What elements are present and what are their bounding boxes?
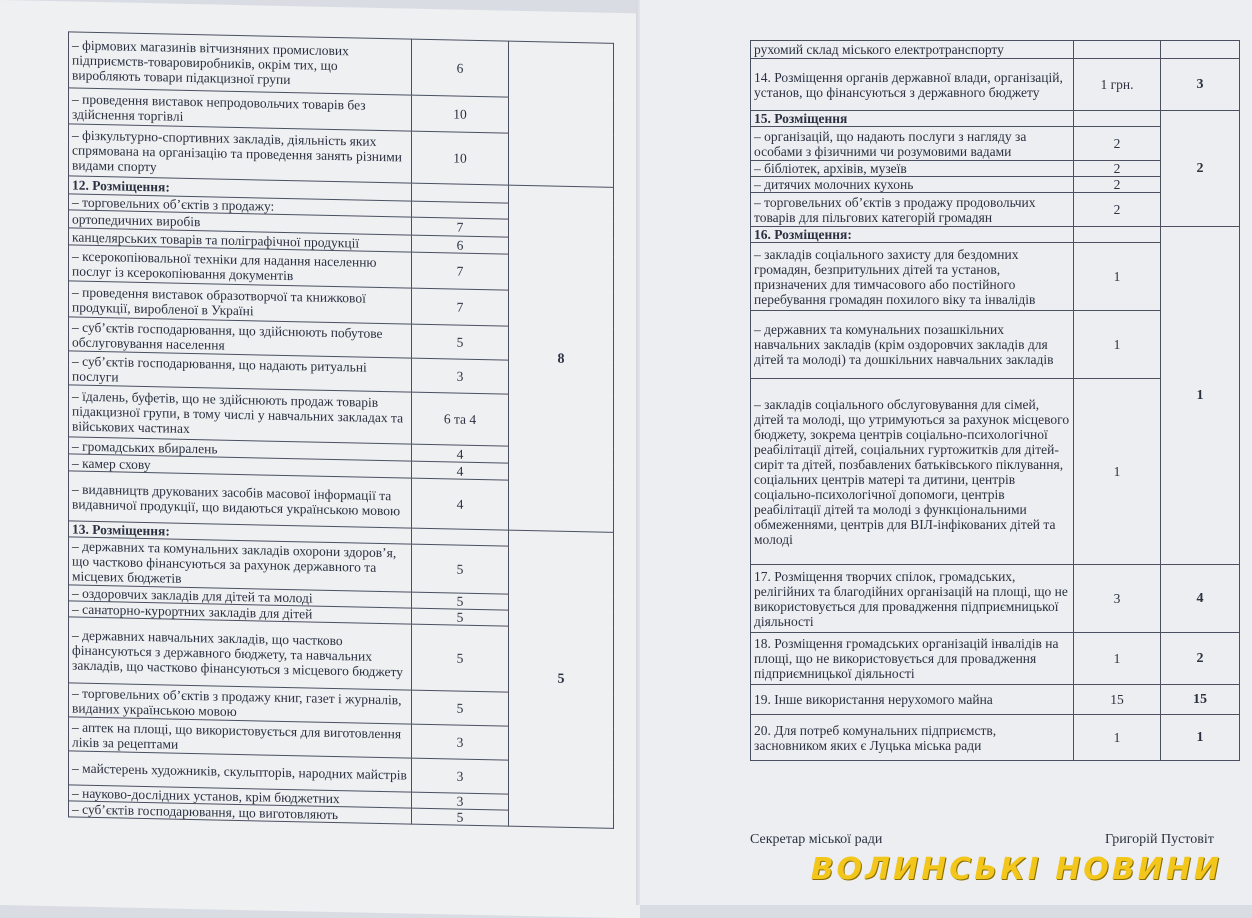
row-text: – видавництв друкованих засобів масової інформації та видавничої продукції, що видаються українською мовою [69,471,412,528]
row-text: – закладів соціального захисту для бездомних громадян, безпритульних дітей та установ, призначених для тимчасового або постійного перебування громадян похилого віку та інвалідів [751,243,1074,311]
row-text: ортопедичних виробів [69,210,412,235]
row-text: – державних та комунальних закладів охорони здоров’я, що частково фінансуються за рахунок державного та місцевих бюджетів [69,537,412,592]
row-value: 4 [412,444,509,463]
row-text: – закладів соціального обслуговування для сімей, дітей та молоді, що утримуються за рахунок місцевого бюджету, зокрема центрів соціально-психологічної реабілітації дітей, соціальних гуртожитків для дітей-сиріт та дітей, позбавлених батьківського піклування, соціальних центрів матері та дитини, центрів соціально-психологічної допомоги, центрів реабілітації дітей та молоді з функціональними обмеженнями, центрів для ВІЛ-інфікованих дітей та молоді [751,379,1074,565]
row-text: – державних та комунальних позашкільних навчальних закладів (крім оздоровчих закладів для дітей та молоді) та дошкільних навчальних закладів [751,311,1074,379]
row-value: 5 [412,808,509,826]
row-value: 10 [412,131,509,185]
row-value: 6 та 4 [412,392,509,446]
signature-name: Григорій Пустовіт [1105,832,1214,847]
signature-title: Секретар міської ради [750,832,883,847]
row-value: 10 [412,95,509,133]
row-value: 7 [412,252,509,290]
table-row [751,111,1240,127]
row-text: 18. Розміщення громадських організацій інвалідів на площі, що не використовується для провадження підприємницької діяльності [751,633,1074,685]
row-text: – камер схову [69,454,412,478]
row-text: – санаторно-курортних закладів для дітей [69,601,412,624]
group-value [1161,41,1240,59]
row-value: 3 [412,724,509,760]
right-rate-table [750,40,1240,761]
group-value: 5 [509,530,614,828]
row-value: 3 [1074,565,1161,633]
row-text: 14. Розміщення органів державної влади, організацій, установ, що фінансуються з державного бюджету [754,69,1063,100]
row-text: – науково-дослідних установ, крім бюджетних [69,785,412,808]
section-heading-text: 15. Розміщення [754,111,848,126]
row-text: рухомий склад міського електротранспорту [751,41,1074,59]
row-value: 3 [412,358,509,394]
section-heading-text: 12. Розміщення: [72,177,170,195]
row-text: – майстерень художників, скульпторів, народних майстрів [69,751,412,792]
row-value: 6 [412,235,509,254]
row-text: – дитячих молочних кухонь [751,177,1074,193]
row-value: 2 [1074,127,1161,161]
row-value: 1 [1074,311,1161,379]
row-value: 2 [1074,193,1161,227]
row-value: 5 [412,544,509,594]
row-text: – громадських вбиралень [69,437,412,461]
row-text: – торговельних об’єктів з продажу: [69,194,412,217]
row-value: 5 [412,324,509,360]
row-value: 1 [1074,715,1161,761]
group-value: 2 [1161,111,1240,227]
row-text: – фірмових магазинів вітчизняних промислових підприємств-товаровиробників, окрім тих, що виробляють товари підакцизної групи [69,32,412,95]
row-text: – організацій, що надають послуги з нагляду за особами з фізичними чи розумовими вадами [751,127,1074,161]
left-rate-table [68,31,614,828]
section-heading [751,111,1074,127]
row-value: 1 грн. [1074,59,1161,111]
row-text: – проведення виставок образотворчої та книжкової продукції, виробленої в Україні [69,281,412,324]
row-text: – державних навчальних закладів, що частково фінансуються з державного бюджету, та навчальних закладів, що частково фінансуються з місцевого бюджету [69,617,412,690]
group-value: 2 [1161,633,1240,685]
group-value [509,41,614,187]
group-value: 8 [509,185,614,532]
row-text: – оздоровчих закладів для дітей та молоді [69,585,412,608]
row-text: – ксерокопіювальної техніки для надання населенню послуг із ксерокопіювання документів [69,245,412,288]
row-value: 4 [412,478,509,530]
table-row [751,565,1240,633]
row-text: – суб’єктів господарювання, що надають ритуальні послуги [69,351,412,392]
row-value: 5 [412,624,509,692]
table-row [751,227,1240,243]
section-heading-text: 13. Розміщення: [72,521,170,539]
row-text: – суб’єктів господарювання, що виготовляють [69,801,412,824]
row-text: – проведення виставок непродовольчих товарів без здійснення торгівлі [69,88,412,131]
table-row [751,715,1240,761]
row-value: 7 [412,288,509,326]
row-value: 1 [1074,379,1161,565]
row-text: – торговельних об’єктів з продажу продовольчих товарів для пільгових категорій громадян [751,193,1074,227]
section-heading [751,59,1074,111]
row-text: – їдалень, буфетів, що не здійснюють продаж товарів підакцизної групи, в тому числі у навчальних закладах та військових частинах [69,385,412,444]
row-value: 5 [412,690,509,726]
row-value: 3 [412,792,509,810]
row-text: – аптек на площі, що використовується для виготовлення ліків за рецептами [69,717,412,758]
row-value: 3 [412,758,509,794]
row-value: 1 [1074,633,1161,685]
row-text: канцелярських товарів та поліграфічної продукції [69,228,412,252]
row-value: 7 [412,217,509,237]
row-text: 19. Інше використання нерухомого майна [751,685,1074,715]
table-row [751,59,1240,111]
row-text: – фізкультурно-спортивних закладів, діяльність яких спрямована на організацію та проведення занять різними видами спорту [69,124,412,183]
row-text: – торговельних об’єктів з продажу книг, газет і журналів, виданих українською мовою [69,683,412,724]
group-value: 4 [1161,565,1240,633]
row-text: – суб’єктів господарювання, що здійснюють побутове обслуговування населення [69,317,412,358]
row-value [412,183,509,203]
row-text: – бібліотек, архівів, музеїв [751,161,1074,177]
group-value: 15 [1161,685,1240,715]
row-value: 5 [412,592,509,610]
watermark-logo: ВОЛИНСЬКІ НОВИНИ [810,852,1222,887]
row-value: 6 [412,39,509,97]
group-value: 1 [1161,227,1240,565]
section-heading-text: 16. Розміщення: [754,227,852,242]
row-value: 2 [1074,161,1161,177]
section-heading [751,227,1074,243]
group-value: 1 [1161,715,1240,761]
row-value [1074,41,1161,59]
row-value: 5 [412,608,509,626]
table-row [751,41,1240,59]
row-value [1074,227,1161,243]
row-value [1074,111,1161,127]
row-value: 1 [1074,243,1161,311]
table-row [751,633,1240,685]
row-text: 20. Для потреб комунальних підприємств, засновником яких є Луцька міська ради [751,715,1074,761]
row-value: 15 [1074,685,1161,715]
row-text: 17. Розміщення творчих спілок, громадських, релігійних та благодійних організацій на площі, що не використовується для провадження підприємницької діяльності [751,565,1074,633]
group-value: 3 [1161,59,1240,111]
table-row [751,685,1240,715]
row-value: 4 [412,461,509,480]
row-value: 2 [1074,177,1161,193]
